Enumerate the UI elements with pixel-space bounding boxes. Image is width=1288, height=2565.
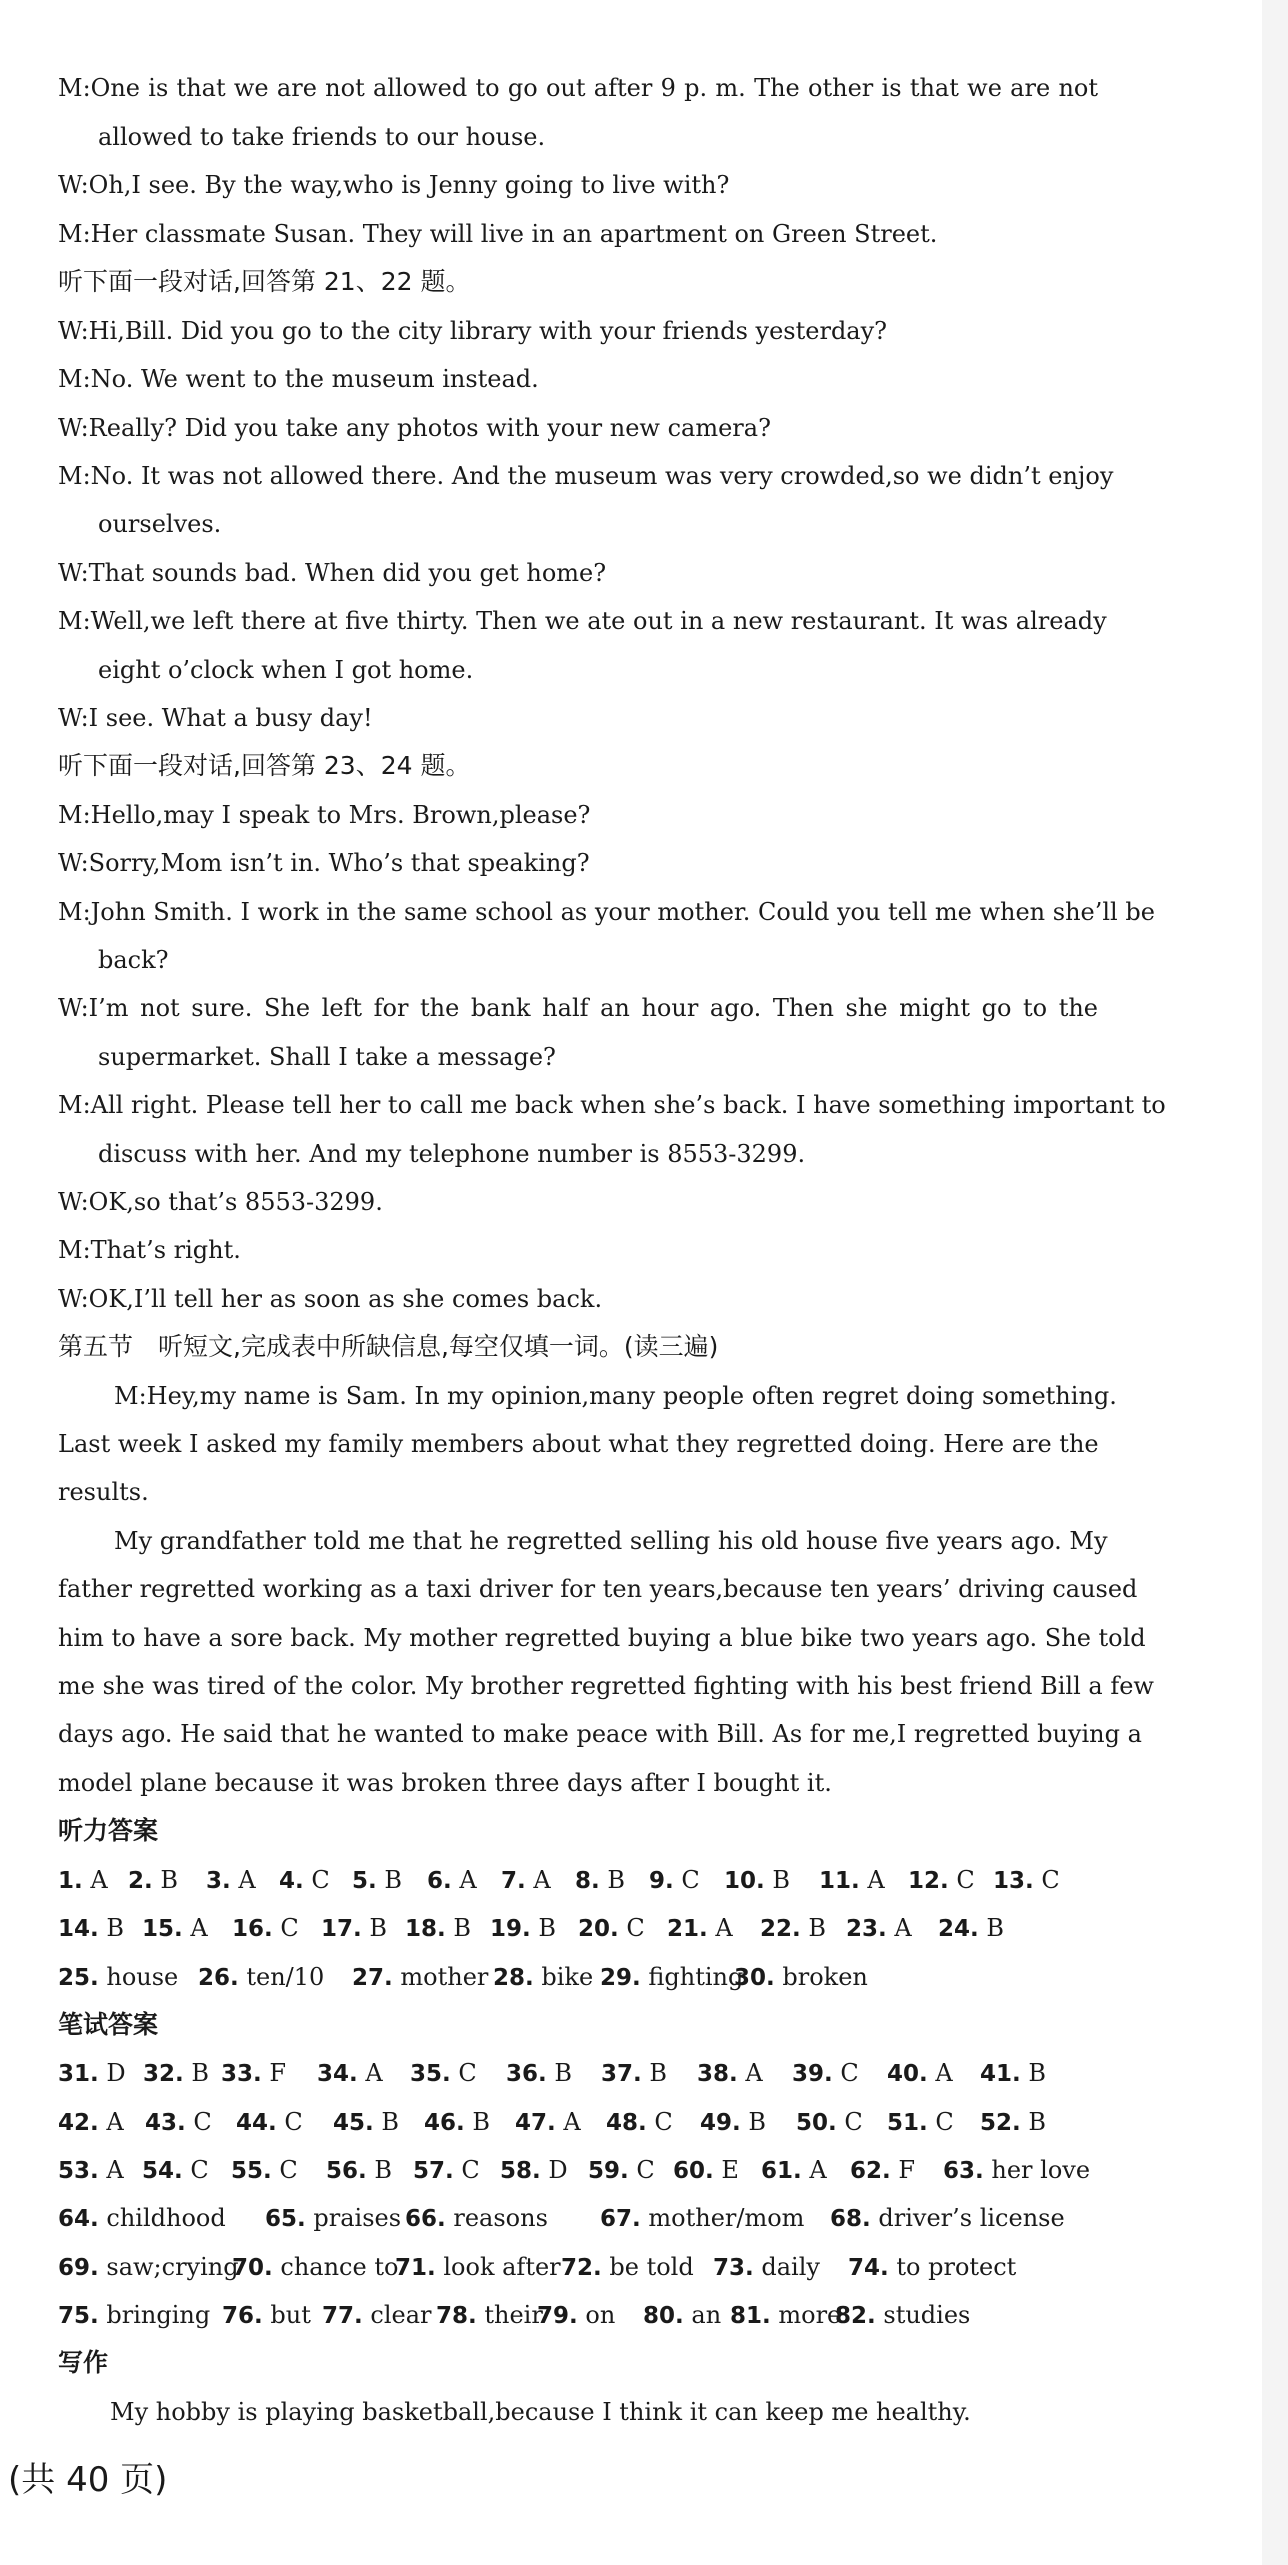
answer-value: their	[476, 2301, 543, 2329]
answer-item	[493, 1961, 593, 1994]
answer-item	[943, 2154, 1090, 2187]
answer-number: 52.	[980, 2110, 1021, 2136]
answer-value: D	[98, 2059, 126, 2087]
answer-item	[321, 1912, 387, 1945]
answer-number: 22.	[760, 1916, 801, 1942]
answer-item	[649, 1864, 700, 1897]
answer-value: A	[737, 2059, 763, 2087]
answer-item	[760, 1912, 826, 1945]
answer-number: 65.	[265, 2206, 306, 2232]
answer-number: 41.	[980, 2061, 1021, 2087]
writing-heading: 写作	[58, 2348, 109, 2377]
dialogue-line: M:John Smith. I work in the same school as your mother. Could you tell me when she’ll be	[58, 898, 1155, 926]
answer-value: C	[646, 2108, 673, 2136]
answer-item	[600, 2202, 804, 2235]
dialogue-line: W:Sorry,Mom isn’t in. Who’s that speaking?	[58, 849, 590, 877]
answer-item	[600, 1961, 743, 1994]
answer-number: 24.	[938, 1916, 979, 1942]
answer-number: 7.	[501, 1868, 526, 1894]
passage-line: M:Hey,my name is Sam. In my opinion,many people often regret doing something.	[114, 1382, 1117, 1410]
answer-number: 40.	[887, 2061, 928, 2087]
dialogue-line: supermarket. Shall I take a message?	[98, 1043, 556, 1071]
answer-number: 6.	[427, 1868, 452, 1894]
answer-number: 16.	[232, 1916, 273, 1942]
listening-answers-heading: 听力答案	[58, 1816, 159, 1845]
answer-item	[413, 2154, 480, 2187]
answer-number: 82.	[835, 2303, 876, 2329]
dialogue-line: ourselves.	[98, 510, 222, 538]
answer-item	[58, 2299, 210, 2332]
answer-number: 46.	[424, 2110, 465, 2136]
answer-item	[578, 1912, 645, 1945]
answer-item	[730, 2299, 841, 2332]
answer-number: 72.	[561, 2255, 602, 2281]
answer-value: D	[540, 2156, 568, 2184]
answer-value: B	[361, 1914, 388, 1942]
answer-value: reasons	[445, 2204, 548, 2232]
answer-item	[58, 2251, 239, 2284]
passage-line: Last week I asked my family members about what they regretted doing. Here are the	[58, 1430, 1099, 1458]
answer-value: A	[82, 1866, 108, 1894]
answer-item	[405, 1912, 471, 1945]
answer-value: A	[927, 2059, 953, 2087]
answer-number: 30.	[734, 1965, 775, 1991]
answer-item	[326, 2154, 392, 2187]
answer-item	[58, 2106, 124, 2139]
answer-number: 3.	[206, 1868, 231, 1894]
answer-item	[792, 2057, 859, 2090]
answer-item	[713, 2251, 820, 2284]
answer-value: C	[618, 1914, 645, 1942]
answer-value: B	[98, 1914, 125, 1942]
page-edge	[1262, 0, 1288, 2565]
answer-number: 9.	[649, 1868, 674, 1894]
answer-value: B	[800, 1914, 827, 1942]
answer-item	[734, 1961, 868, 1994]
answer-item	[761, 2154, 827, 2187]
answer-value: B	[1020, 2108, 1047, 2136]
answer-number: 55.	[231, 2158, 272, 2184]
answer-value: B	[152, 1866, 179, 1894]
answer-item	[279, 1864, 330, 1897]
answer-number: 27.	[352, 1965, 393, 1991]
answer-number: 18.	[405, 1916, 446, 1942]
dialogue-line: W:I see. What a busy day!	[58, 704, 373, 732]
answer-number: 76.	[222, 2303, 263, 2329]
answer-value: childhood	[98, 2204, 226, 2232]
answer-value: B	[740, 2108, 767, 2136]
answer-item	[537, 2299, 615, 2332]
answer-item	[819, 1864, 885, 1897]
answer-number: 64.	[58, 2206, 99, 2232]
answer-number: 79.	[537, 2303, 578, 2329]
answer-item	[58, 2202, 226, 2235]
answer-value: A	[98, 2108, 124, 2136]
dialogue-line: M:Well,we left there at five thirty. Then we ate out in a new restaurant. It was already	[58, 607, 1107, 635]
dialogue-line: W:That sounds bad. When did you get home?	[58, 559, 607, 587]
answer-number: 4.	[279, 1868, 304, 1894]
answer-item	[322, 2299, 431, 2332]
writing-text: My hobby is playing basketball,because I think it can keep me healthy.	[110, 2398, 971, 2426]
answer-number: 25.	[58, 1965, 99, 1991]
answer-number: 1.	[58, 1868, 83, 1894]
answer-item	[128, 1864, 178, 1897]
dialogue-line: back?	[98, 946, 169, 974]
answer-item	[206, 1864, 256, 1897]
dialogue-line: M:That’s right.	[58, 1236, 241, 1264]
answer-number: 11.	[819, 1868, 860, 1894]
answer-number: 51.	[887, 2110, 928, 2136]
answer-value: on	[577, 2301, 616, 2329]
answer-item	[575, 1864, 625, 1897]
answer-item	[561, 2251, 694, 2284]
answer-number: 57.	[413, 2158, 454, 2184]
answer-item	[317, 2057, 383, 2090]
answer-item	[850, 2154, 915, 2187]
answer-value: B	[530, 1914, 557, 1942]
answer-value: C	[303, 1866, 330, 1894]
dialogue-line: allowed to take friends to our house.	[98, 123, 546, 151]
answer-number: 63.	[943, 2158, 984, 2184]
answer-number: 19.	[490, 1916, 531, 1942]
answer-value: B	[546, 2059, 573, 2087]
answer-value: C	[673, 1866, 700, 1894]
dialogue-line: M:Her classmate Susan. They will live in an apartment on Green Street.	[58, 220, 938, 248]
answer-item	[265, 2202, 401, 2235]
answer-value: B	[599, 1866, 626, 1894]
answer-item	[405, 2202, 548, 2235]
answer-item	[231, 2154, 298, 2187]
answer-value: B	[464, 2108, 491, 2136]
answer-value: F	[261, 2059, 287, 2087]
answer-item	[58, 1864, 108, 1897]
passage-line: days ago. He said that he wanted to make peace with Bill. As for me,I regretted buying a	[58, 1720, 1142, 1748]
answer-item	[697, 2057, 763, 2090]
answer-number: 17.	[321, 1916, 362, 1942]
answer-item	[700, 2106, 766, 2139]
answer-item	[887, 2106, 954, 2139]
answer-item	[145, 2106, 212, 2139]
answer-item	[58, 1961, 178, 1994]
answer-value: A	[357, 2059, 383, 2087]
answer-number: 37.	[601, 2061, 642, 2087]
answer-item	[395, 2251, 561, 2284]
answer-value: saw;crying	[98, 2253, 239, 2281]
answer-item	[427, 1864, 477, 1897]
answer-value: her love	[983, 2156, 1091, 2184]
answer-value: A	[182, 1914, 208, 1942]
answer-item	[667, 1912, 733, 1945]
answer-item	[352, 1961, 488, 1994]
answer-item	[232, 1912, 299, 1945]
answer-item	[198, 1961, 324, 1994]
answer-value: C	[453, 2156, 480, 2184]
answer-value: A	[230, 1866, 256, 1894]
passage-line: me she was tired of the color. My brother regretted fighting with his best friend Bill a few	[58, 1672, 1154, 1700]
answer-number: 75.	[58, 2303, 99, 2329]
dialogue-line: M:Hello,may I speak to Mrs. Brown,please?	[58, 801, 591, 829]
answer-item	[908, 1864, 975, 1897]
answer-value: B	[445, 1914, 472, 1942]
dialogue-line: W:Really? Did you take any photos with your new camera?	[58, 414, 771, 442]
answer-value: broken	[774, 1963, 868, 1991]
answer-number: 5.	[352, 1868, 377, 1894]
answer-number: 61.	[761, 2158, 802, 2184]
answer-item	[436, 2299, 543, 2332]
passage-line: father regretted working as a taxi driver for ten years,because ten years’ driving caused	[58, 1575, 1138, 1603]
answer-number: 56.	[326, 2158, 367, 2184]
answer-value: an	[683, 2301, 722, 2329]
answer-value: mother	[392, 1963, 489, 1991]
answer-number: 10.	[724, 1868, 765, 1894]
answer-number: 29.	[600, 1965, 641, 1991]
answer-item	[846, 1912, 912, 1945]
answer-item	[58, 1912, 124, 1945]
answer-number: 42.	[58, 2110, 99, 2136]
answer-number: 26.	[198, 1965, 239, 1991]
answer-value: praises	[305, 2204, 402, 2232]
answer-value: to protect	[888, 2253, 1017, 2281]
answer-value: but	[262, 2301, 311, 2329]
answer-value: C	[832, 2059, 859, 2087]
answer-item	[222, 2299, 311, 2332]
answer-number: 34.	[317, 2061, 358, 2087]
answer-value: A	[886, 1914, 912, 1942]
dialogue-line: W:I’m not sure. She left for the bank half an hour ago. Then she might go to the	[58, 994, 1098, 1022]
answer-number: 21.	[667, 1916, 708, 1942]
passage-line: model plane because it was broken three days after I bought it.	[58, 1769, 832, 1797]
answer-value: A	[555, 2108, 581, 2136]
answer-number: 12.	[908, 1868, 949, 1894]
answer-number: 35.	[410, 2061, 451, 2087]
answer-value: C	[182, 2156, 209, 2184]
answer-item	[352, 1864, 402, 1897]
answer-item	[938, 1912, 1004, 1945]
answer-number: 53.	[58, 2158, 99, 2184]
answer-number: 80.	[643, 2303, 684, 2329]
answer-value: mother/mom	[640, 2204, 805, 2232]
answer-number: 8.	[575, 1868, 600, 1894]
answer-value: B	[183, 2059, 210, 2087]
answer-value: B	[376, 1866, 403, 1894]
answer-item	[333, 2106, 399, 2139]
answer-number: 77.	[322, 2303, 363, 2329]
answer-item	[606, 2106, 673, 2139]
answer-number: 32.	[143, 2061, 184, 2087]
answer-number: 68.	[830, 2206, 871, 2232]
answer-value: B	[366, 2156, 393, 2184]
answer-item	[673, 2154, 739, 2187]
answer-number: 28.	[493, 1965, 534, 1991]
dialogue-line: M:All right. Please tell her to call me back when she’s back. I have something important to	[58, 1091, 1166, 1119]
passage-line: My grandfather told me that he regretted selling his old house five years ago. My	[114, 1527, 1108, 1555]
answer-value: more	[770, 2301, 842, 2329]
answer-number: 58.	[500, 2158, 541, 2184]
answer-number: 15.	[142, 1916, 183, 1942]
answer-value: ten/10	[238, 1963, 325, 1991]
dialogue-line: discuss with her. And my telephone number is 8553-3299.	[98, 1140, 806, 1168]
answer-value: A	[525, 1866, 551, 1894]
answer-value: A	[98, 2156, 124, 2184]
answer-number: 13.	[993, 1868, 1034, 1894]
answer-number: 78.	[436, 2303, 477, 2329]
answer-value: C	[276, 2108, 303, 2136]
answer-item	[980, 2057, 1046, 2090]
answer-value: C	[836, 2108, 863, 2136]
answer-value: C	[271, 2156, 298, 2184]
dialogue-line: W:OK,I’ll tell her as soon as she comes back.	[58, 1285, 603, 1313]
answer-value: bringing	[98, 2301, 211, 2329]
answer-value: be told	[601, 2253, 694, 2281]
answer-item	[643, 2299, 721, 2332]
dialogue-line: eight o’clock when I got home.	[98, 656, 474, 684]
answer-number: 81.	[730, 2303, 771, 2329]
answer-item	[143, 2057, 209, 2090]
answer-value: B	[978, 1914, 1005, 1942]
answer-number: 60.	[673, 2158, 714, 2184]
answer-value: B	[641, 2059, 668, 2087]
answer-number: 73.	[713, 2255, 754, 2281]
answer-item	[490, 1912, 556, 1945]
answer-value: C	[1033, 1866, 1060, 1894]
answer-item	[142, 2154, 209, 2187]
answer-item	[236, 2106, 303, 2139]
passage-line: him to have a sore back. My mother regretted buying a blue bike two years ago. She told	[58, 1624, 1146, 1652]
page-count-footer: (共 40 页)	[8, 2460, 168, 2500]
dialogue-line: M:No. It was not allowed there. And the museum was very crowded,so we didn’t enjoy	[58, 462, 1114, 490]
answer-item	[221, 2057, 286, 2090]
section-instruction: 听下面一段对话,回答第 21、22 题。	[58, 267, 471, 296]
dialogue-line: W:Oh,I see. By the way,who is Jenny going to live with?	[58, 171, 730, 199]
answer-value: studies	[875, 2301, 971, 2329]
answer-number: 33.	[221, 2061, 262, 2087]
answer-item	[515, 2106, 581, 2139]
answer-number: 31.	[58, 2061, 99, 2087]
answer-item	[588, 2154, 655, 2187]
answer-value: C	[628, 2156, 655, 2184]
answer-number: 54.	[142, 2158, 183, 2184]
answer-number: 69.	[58, 2255, 99, 2281]
answer-item	[980, 2106, 1046, 2139]
answer-value: E	[713, 2156, 739, 2184]
answer-item	[232, 2251, 398, 2284]
answer-value: C	[450, 2059, 477, 2087]
answer-value: B	[1020, 2059, 1047, 2087]
answer-value: driver’s license	[870, 2204, 1065, 2232]
answer-item	[506, 2057, 572, 2090]
answer-item	[830, 2202, 1065, 2235]
answer-value: A	[451, 1866, 477, 1894]
answer-number: 39.	[792, 2061, 833, 2087]
answer-number: 74.	[848, 2255, 889, 2281]
answer-item	[410, 2057, 477, 2090]
answer-value: A	[859, 1866, 885, 1894]
answer-item	[835, 2299, 970, 2332]
answer-value: house	[98, 1963, 179, 1991]
answer-value: look after	[435, 2253, 561, 2281]
answer-item	[848, 2251, 1016, 2284]
answer-value: C	[185, 2108, 212, 2136]
answer-value: C	[272, 1914, 299, 1942]
answer-value: chance to	[272, 2253, 399, 2281]
answer-number: 44.	[236, 2110, 277, 2136]
section-instruction: 听下面一段对话,回答第 23、24 题。	[58, 751, 471, 780]
answer-value: bike	[533, 1963, 594, 1991]
dialogue-line: M:One is that we are not allowed to go out after 9 p. m. The other is that we are not	[58, 74, 1098, 102]
answer-number: 45.	[333, 2110, 374, 2136]
answer-number: 50.	[796, 2110, 837, 2136]
answer-number: 70.	[232, 2255, 273, 2281]
answer-number: 2.	[128, 1868, 153, 1894]
answer-value: daily	[753, 2253, 820, 2281]
answer-number: 49.	[700, 2110, 741, 2136]
answer-value: F	[890, 2156, 916, 2184]
answer-number: 20.	[578, 1916, 619, 1942]
answer-value: A	[707, 1914, 733, 1942]
answer-number: 43.	[145, 2110, 186, 2136]
answer-item	[887, 2057, 953, 2090]
written-answers-heading: 笔试答案	[58, 2010, 159, 2039]
answer-value: A	[801, 2156, 827, 2184]
answer-value: B	[764, 1866, 791, 1894]
answer-item	[601, 2057, 667, 2090]
answer-value: C	[927, 2108, 954, 2136]
answer-number: 48.	[606, 2110, 647, 2136]
answer-number: 47.	[515, 2110, 556, 2136]
answer-value: C	[948, 1866, 975, 1894]
dialogue-line: W:Hi,Bill. Did you go to the city library with your friends yesterday?	[58, 317, 888, 345]
answer-item	[58, 2154, 124, 2187]
answer-number: 62.	[850, 2158, 891, 2184]
answer-number: 67.	[600, 2206, 641, 2232]
answer-number: 14.	[58, 1916, 99, 1942]
answer-item	[58, 2057, 126, 2090]
answer-value: fighting	[640, 1963, 744, 1991]
answer-number: 66.	[405, 2206, 446, 2232]
answer-item	[724, 1864, 790, 1897]
answer-number: 36.	[506, 2061, 547, 2087]
answer-value: B	[373, 2108, 400, 2136]
answer-number: 59.	[588, 2158, 629, 2184]
answer-value: clear	[362, 2301, 432, 2329]
answer-number: 71.	[395, 2255, 436, 2281]
section-instruction: 第五节 听短文,完成表中所缺信息,每空仅填一词。(读三遍)	[58, 1332, 719, 1361]
answer-item	[501, 1864, 551, 1897]
answer-item	[142, 1912, 208, 1945]
passage-line: results.	[58, 1478, 149, 1506]
dialogue-line: W:OK,so that’s 8553-3299.	[58, 1188, 383, 1216]
answer-number: 23.	[846, 1916, 887, 1942]
answer-item	[993, 1864, 1060, 1897]
answer-number: 38.	[697, 2061, 738, 2087]
answer-item	[500, 2154, 568, 2187]
answer-item	[796, 2106, 863, 2139]
answer-item	[424, 2106, 490, 2139]
dialogue-line: M:No. We went to the museum instead.	[58, 365, 539, 393]
